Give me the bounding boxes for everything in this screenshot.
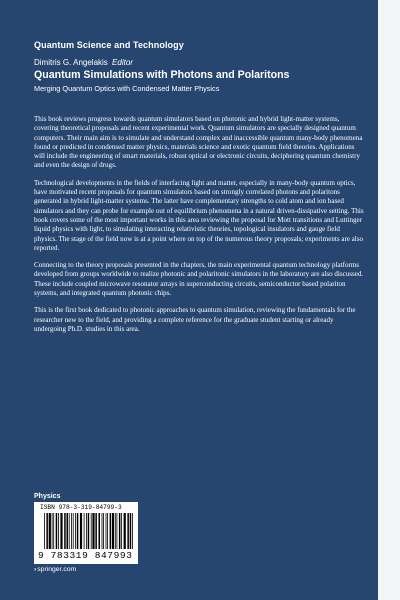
publisher-link[interactable]	[34, 566, 76, 573]
editor-name: Dimitris G. Angelakis	[34, 58, 108, 67]
isbn-text: ISBN 978-3-319-84799-3	[40, 504, 122, 511]
subject-label: Physics	[34, 493, 61, 500]
editor-line	[34, 58, 133, 67]
barcode	[34, 502, 138, 564]
book-subtitle: Merging Quantum Optics with Condensed Matter Physics	[34, 84, 220, 93]
blurb-paragraph: Technological developments in the fields of interfacing light and matter, especially in many-body quantum optics, have motivated recent proposals for quantum simulators based on strongly correlated photons and polaritons generated in hybrid light-matter systems. The latter have complementary strengths to cold atom and ion based simulators and they can probe for example out of equilibrium phenomena in a natural driven-dissipative setting. This book covers some of the most important works in this area reviewing the proposal for Mott transitions and Luttinger liquid physics with light, to simulating interacting relativistic theories, topological insulators and gauge field physics. The stage of the field now is at a point where on top of the numerous theory proposals; experiments are also reported.	[34, 178, 364, 252]
editor-role: Editor	[112, 58, 133, 67]
blurb-paragraph: This is the first book dedicated to photonic approaches to quantum simulation, reviewing the fundamentals for the researcher new to the field, and providing a complete reference for the graduate student starting or already undergoing Ph.D. studies in this area.	[34, 306, 356, 333]
book-title: Quantum Simulations with Photons and Polaritons	[34, 69, 290, 81]
blurb-paragraph: Connecting to the theory proposals presented in the chapters, the main experimental quantum technology platforms developed from groups worldwide to realize photonic and polaritonic simulators in the laboratory are also discussed. These include coupled microwave resonator arrays in superconducting circuits, semiconductor based polariton systems, and integrated quantum photonic chips.	[34, 261, 364, 298]
publisher-url: springer.com	[37, 566, 77, 573]
barcode-bars	[44, 513, 134, 549]
arrow-icon: ›	[34, 566, 37, 573]
blurb	[34, 115, 364, 342]
barcode-number: 9 783319 847993	[38, 550, 133, 561]
series-name: Quantum Science and Technology	[34, 40, 184, 50]
blurb-paragraph: This book reviews progress towards quantum simulators based on photonic and hybrid light-matter systems, covering theoretical proposals and recent experimental work. Quantum simulators are specially designed quantum computers. Their main aim is to simulate and understand complex and inaccessible quantum many-body phenomena found or predicted in condensed matter physics, materials science and exotic quantum field theories. Applications will include the engineering of smart materials, robust optical or electronic circuits, deciphering quantum chemistry and even the design of drugs.	[34, 115, 363, 170]
spine-edge	[378, 0, 400, 600]
